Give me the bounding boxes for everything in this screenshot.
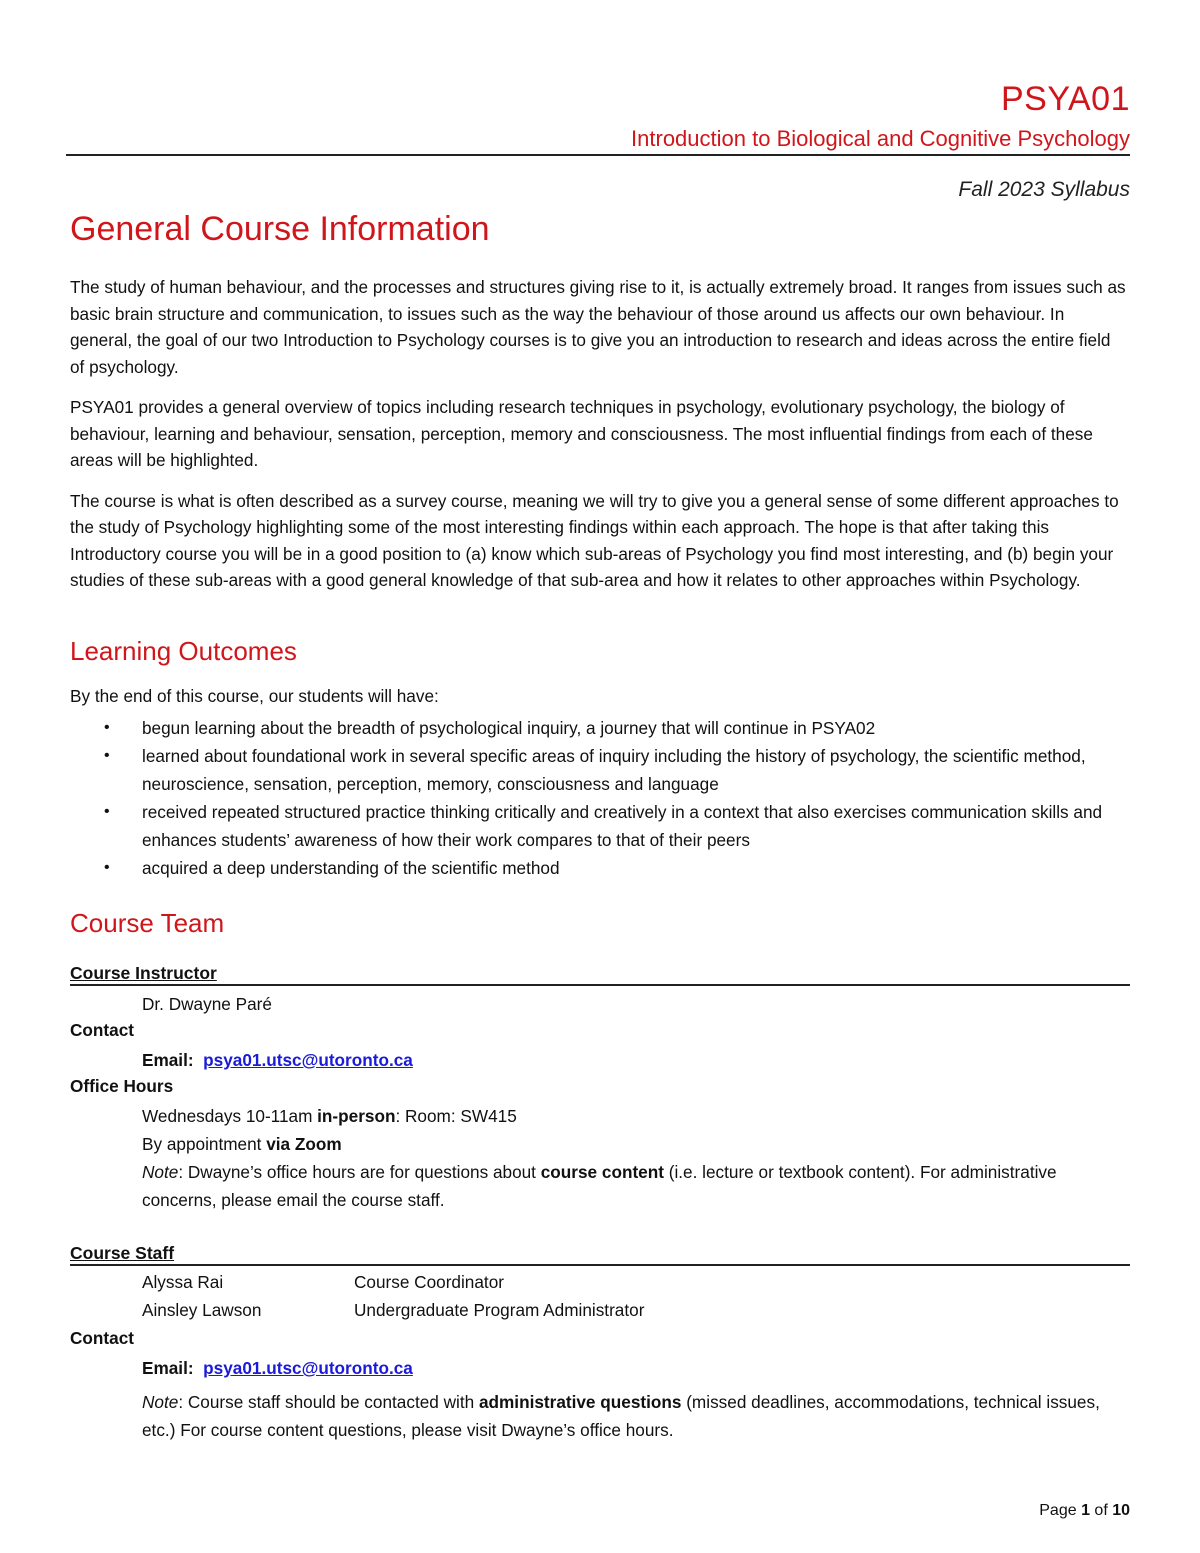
- note-text: (missed deadlines, accommodations, technical issues, etc.) For course content questions, please visit Dwayne’s office hours.: [142, 1392, 1100, 1440]
- outcome-text: acquired a deep understanding of the scientific method: [142, 858, 560, 878]
- staff-name: Alyssa Rai: [142, 1272, 224, 1292]
- instructor-email-link[interactable]: psya01.utsc@utoronto.ca: [203, 1050, 413, 1070]
- instructor-note: [142, 1158, 1130, 1214]
- instructor-name: Dr. Dwayne Paré: [142, 994, 272, 1014]
- term-label: Fall 2023 Syllabus: [958, 178, 1130, 201]
- course-title: Introduction to Biological and Cognitive Psychology: [631, 126, 1130, 151]
- list-item: [70, 714, 1130, 742]
- page-number-footer: [1039, 1502, 1130, 1520]
- office-hours-label: Office Hours: [70, 1076, 174, 1096]
- intro-paragraph: The course is what is often described as a survey course, meaning we will try to give you a general sense of some different approaches to the study of Psychology highlighting some of the most interesting findings within each approach. The hope is that after taking this Introductory course you will be in a good position to (a) know which sub-areas of Psychology you find most interesting, and (b) begin your studies of these sub-areas with a good general knowledge of that sub-area and how it relates to other approaches within Psychology.: [70, 490, 1119, 590]
- office-hours-in-person: [142, 1102, 1130, 1130]
- course-staff-heading-text: Course Staff: [70, 1243, 175, 1263]
- staff-role: Course Coordinator: [354, 1272, 504, 1292]
- course-staff-heading: [70, 1242, 1130, 1266]
- bullet-icon: •: [104, 859, 110, 876]
- course-instructor-heading-text: Course Instructor: [70, 963, 217, 983]
- page-word: Page: [1039, 1502, 1082, 1519]
- staff-contact-label: Contact: [70, 1328, 134, 1348]
- intro-paragraph: The study of human behaviour, and the processes and structures giving rise to it, is actually extremely broad. It ranges from issues such as basic brain structure and communication, to issues such as the way the behaviour of those around us affects our own behaviour. In general, the goal of our two Introduction to Psychology courses is to give you an introduction to research and ideas across the entire field of psychology.: [70, 277, 1126, 377]
- office-hours-room: : Room: SW415: [395, 1106, 517, 1126]
- bullet-icon: •: [104, 719, 110, 736]
- intro-paragraph: PSYA01 provides a general overview of topics including research techniques in psychology, evolutionary psychology, the biology of behaviour, learning and behaviour, sensation, perception, memory and consciousness. The most influential findings from each of these areas will be highlighted.: [70, 397, 1093, 470]
- list-item: [70, 798, 1130, 854]
- intro-section: [70, 274, 1126, 608]
- office-hours-zoom: [142, 1130, 1130, 1158]
- note-text: (i.e. lecture or textbook content). For administrative concerns, please email the course staff.: [142, 1162, 1057, 1210]
- learning-outcomes-lead: By the end of this course, our students will have:: [70, 686, 439, 706]
- office-hours-mode: in-person: [317, 1106, 396, 1126]
- office-hours-text: By appointment: [142, 1134, 267, 1154]
- office-hours-mode: via Zoom: [266, 1134, 342, 1154]
- bullet-icon: •: [104, 803, 110, 820]
- of-word: of: [1089, 1502, 1113, 1519]
- staff-row: [142, 1300, 644, 1321]
- list-item: [70, 742, 1130, 798]
- staff-role: Undergraduate Program Administrator: [354, 1300, 645, 1320]
- header-divider: [66, 154, 1130, 156]
- page-number: 1: [1081, 1502, 1090, 1519]
- page-total: 10: [1112, 1502, 1130, 1519]
- learning-outcomes-list: [70, 714, 1130, 882]
- staff-note: [142, 1388, 1130, 1444]
- instructor-contact-label: Contact: [70, 1020, 134, 1040]
- course-team-heading: Course Team: [70, 908, 225, 938]
- note-emphasis: administrative questions: [478, 1392, 682, 1412]
- email-label: Email:: [142, 1358, 194, 1378]
- general-info-heading: General Course Information: [70, 210, 490, 248]
- staff-row: [142, 1272, 504, 1293]
- note-text: : Course staff should be contacted with: [178, 1392, 479, 1412]
- outcome-text: begun learning about the breadth of psychological inquiry, a journey that will continue in PSYA02: [142, 718, 876, 738]
- note-label: Note: [142, 1392, 179, 1412]
- office-hours-text: Wednesdays 10-11am: [142, 1106, 318, 1126]
- instructor-email-row: [142, 1046, 1130, 1074]
- outcome-text: received repeated structured practice thinking critically and creatively in a context that also exercises communication skills and enhances students’ awareness of how their work compares to that of their peers: [142, 802, 1103, 850]
- learning-outcomes-heading: Learning Outcomes: [70, 636, 297, 666]
- list-item: [70, 854, 1130, 882]
- email-label: Email:: [142, 1050, 194, 1070]
- note-text: : Dwayne’s office hours are for questions about: [178, 1162, 541, 1182]
- staff-name: Ainsley Lawson: [142, 1300, 262, 1320]
- course-code: PSYA01: [1000, 80, 1130, 118]
- staff-email-row: [142, 1354, 1130, 1382]
- course-instructor-heading: [70, 962, 1130, 986]
- staff-email-link[interactable]: psya01.utsc@utoronto.ca: [203, 1358, 413, 1378]
- outcome-text: learned about foundational work in several specific areas of inquiry including the history of psychology, the scientific method, neuroscience, sensation, perception, memory, consciousness and language: [142, 746, 1086, 794]
- note-emphasis: course content: [540, 1162, 664, 1182]
- bullet-icon: •: [104, 747, 110, 764]
- note-label: Note: [142, 1162, 179, 1182]
